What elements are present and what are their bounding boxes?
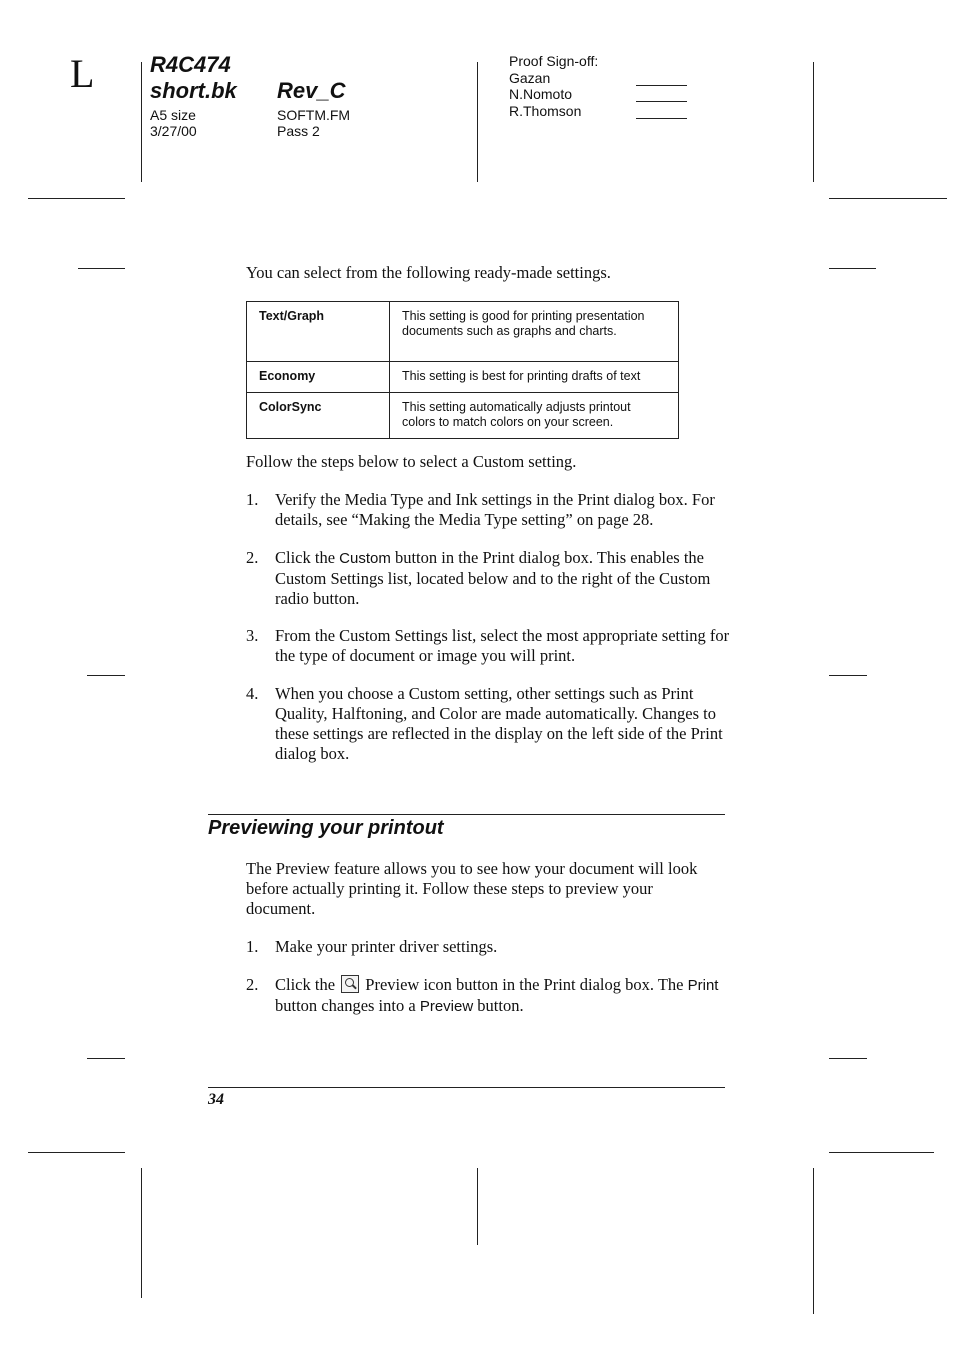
crop-mark xyxy=(87,1058,125,1059)
signoff-line xyxy=(636,101,687,102)
crop-mark xyxy=(813,1168,814,1314)
step-number: 3. xyxy=(246,626,259,645)
step-number: 2. xyxy=(246,975,259,994)
ui-term: Preview xyxy=(419,998,474,1015)
setting-name: ColorSync xyxy=(247,393,390,439)
section-title: Previewing your printout xyxy=(208,817,444,839)
step-text-part: button. xyxy=(473,996,524,1015)
preview-intro: The Preview feature allows you to see how your document will look before actually printing it. Follow these steps to preview your document. xyxy=(246,859,698,918)
step-text-part: Preview icon button in the Print dialog box. The xyxy=(361,975,688,994)
crop-mark xyxy=(141,62,142,182)
signoff-title: Proof Sign-off: xyxy=(509,53,599,69)
step-text-part: button in the Print dialog box. This enables the Custom Settings list, located below and to the right of the Custom radio button. xyxy=(275,548,711,608)
date: 3/27/00 xyxy=(150,123,197,139)
step-text-part: button changes into a xyxy=(275,996,420,1015)
step-number: 1. xyxy=(246,937,259,956)
crop-mark xyxy=(829,675,867,676)
ui-term: Custom xyxy=(339,550,391,567)
preview-magnifier-icon xyxy=(341,975,359,993)
step-text-part: Click the xyxy=(275,975,340,994)
section-rule xyxy=(208,814,725,815)
step-text-part: Click the xyxy=(275,548,340,567)
crop-mark xyxy=(28,198,125,199)
corner-mark: L xyxy=(70,51,95,96)
crop-mark xyxy=(87,675,125,676)
crop-mark xyxy=(813,62,814,182)
table-row xyxy=(247,393,679,439)
signoff-line xyxy=(636,85,687,86)
crop-mark xyxy=(829,268,876,269)
crop-mark xyxy=(28,1152,125,1153)
table-row xyxy=(247,302,679,362)
setting-description: This setting is good for printing presentation documents such as graphs and charts. xyxy=(390,302,679,362)
crop-mark xyxy=(829,198,947,199)
crop-mark xyxy=(829,1058,867,1059)
crop-mark xyxy=(141,1168,142,1298)
step-number: 2. xyxy=(246,548,259,567)
step-text: When you choose a Custom setting, other settings such as Print Quality, Halftoning, and Color are made automatically. Changes to these settings are reflected in the display on the left side of the Print dialog box. xyxy=(275,684,723,763)
table-row xyxy=(247,362,679,393)
crop-mark xyxy=(477,62,478,182)
step-text: Verify the Media Type and Ink settings in the Print dialog box. For details, see “Making the Media Type setting” on page 28. xyxy=(275,490,715,529)
revision: Rev_C xyxy=(277,78,346,103)
step-number: 4. xyxy=(246,684,259,703)
crop-mark xyxy=(829,1152,934,1153)
step-text xyxy=(275,548,730,609)
file-name: SOFTM.FM xyxy=(277,107,351,123)
paper-size: A5 size xyxy=(150,107,196,123)
step-text xyxy=(275,975,730,1017)
custom-intro: Follow the steps below to select a Custom setting. xyxy=(246,452,577,471)
signoff-line xyxy=(636,118,687,119)
page-number: 34 xyxy=(208,1091,224,1108)
doc-code: R4C474 xyxy=(150,52,231,77)
setting-name: Text/Graph xyxy=(247,302,390,362)
step-text: Make your printer driver settings. xyxy=(275,937,498,956)
signoff-name: Gazan xyxy=(509,70,551,86)
settings-table xyxy=(246,301,679,439)
crop-mark xyxy=(78,268,125,269)
book-name: short.bk xyxy=(150,78,237,103)
intro-text: You can select from the following ready-made settings. xyxy=(246,263,611,282)
step-number: 1. xyxy=(246,490,259,509)
crop-mark xyxy=(477,1168,478,1245)
setting-description: This setting is best for printing drafts of text xyxy=(390,362,679,393)
signoff-name: R.Thomson xyxy=(509,103,582,119)
step-text: From the Custom Settings list, select the most appropriate setting for the type of document or image you will print. xyxy=(275,626,730,665)
pass: Pass 2 xyxy=(277,123,320,139)
footer-rule xyxy=(208,1087,725,1088)
setting-name: Economy xyxy=(247,362,390,393)
signoff-name: N.Nomoto xyxy=(509,86,573,102)
ui-term: Print xyxy=(687,977,719,994)
setting-description: This setting automatically adjusts printout colors to match colors on your screen. xyxy=(390,393,679,439)
